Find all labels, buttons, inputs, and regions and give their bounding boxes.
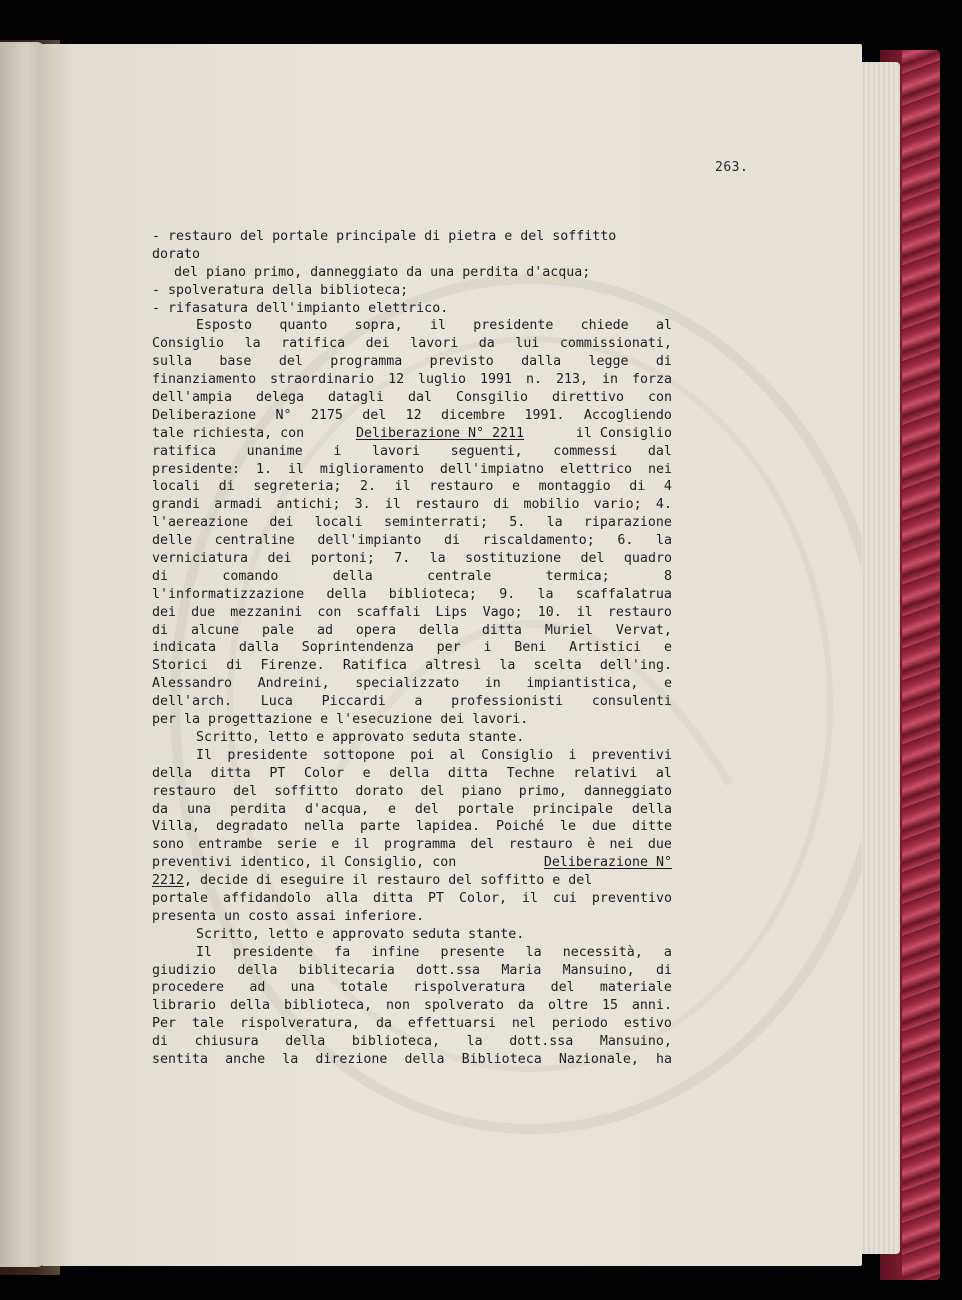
text-line: finanziamento straordinario 12 luglio 1991 n. 213, in forza (152, 372, 672, 388)
deliberation-ref-2212-number: 2212 (152, 873, 185, 889)
text-line: presidente: 1. il miglioramento dell'impiatno elettrico nei (152, 461, 672, 477)
text-line: sulla base del programma previsto dalla legge di (152, 354, 672, 370)
text-line: Alessandro Andreini, specializzato in impiantistica, e (152, 676, 672, 692)
text-line: giudizio della biblitecaria dott.ssa Maria Mansuino, di (152, 962, 672, 978)
text-line: procedere ad una totale rispolveratura del materiale (152, 980, 672, 996)
text-line: Scritto, letto e approvato seduta stante. (196, 926, 525, 942)
text-line: Villa, degradato nella parte lapidea. Poiché le due ditte (152, 819, 672, 835)
text-line: dell'arch. Luca Piccardi a professionisti consulenti (152, 694, 672, 710)
text-line (152, 854, 672, 872)
text-line: - restauro del portale principale di pietra e del soffitto (152, 229, 617, 244)
text-line: Storici di Firenze. Ratifica altresì la scelta dell'ing. (152, 658, 672, 674)
text-line: verniciatura dei portoni; 7. la sostituzione del quadro (152, 551, 672, 567)
text-line: dell'ampia delega datagli dal Consgilio direttivo con (152, 390, 672, 406)
text-line: indicata dalla Soprintendenza per i Beni Artistici e (152, 640, 672, 656)
text-line: Consiglio la ratifica dei lavori da lui commissionati, (152, 336, 672, 352)
text-line: locali di segreteria; 2. il restauro e montaggio di 4 (152, 479, 672, 495)
text-line (152, 425, 672, 443)
text-line: portale affidandolo alla ditta PT Color, il cui preventivo (152, 890, 672, 906)
text-line: per la progettazione e l'esecuzione dei lavori. (152, 712, 529, 728)
text-segment: , decide di eseguire il restauro del soffitto e del (184, 873, 593, 889)
text-segment (152, 872, 592, 890)
deliberation-ref-2211: Deliberazione N° 2211 (355, 425, 525, 441)
text-line: da una perdita d'acqua, e del portale principale della (152, 801, 672, 817)
text-line: di comando della centrale termica; 8 (152, 568, 672, 584)
text-line: librario della biblioteca, non spolverato da oltre 15 anni. (152, 998, 672, 1014)
text-line: - rifasatura dell'impianto elettrico. (152, 300, 449, 316)
text-line: presenta un costo assai inferiore. (152, 908, 425, 924)
text-line: di chiusura della biblioteca, la dott.ssa Mansuino, (152, 1034, 672, 1050)
text-line: ratifica unanime i lavori seguenti, commessi dal (152, 443, 672, 459)
text-segment: il Consiglio (575, 425, 672, 441)
page-number: 263. (715, 160, 749, 175)
text-line: Esposto quanto sopra, il presidente chiede al (196, 318, 672, 334)
text-line: della ditta PT Color e della ditta Techne relativi al (152, 765, 672, 781)
document-body (152, 228, 672, 1069)
left-page-edge (0, 42, 45, 1267)
text-line (152, 872, 672, 890)
text-line: - spolveratura della biblioteca; (152, 282, 409, 298)
text-line: Il presidente sottopone poi al Consiglio i preventivi (196, 747, 672, 763)
text-line: Il presidente fa infine presente la necessità, a (196, 944, 672, 960)
text-line: dei due mezzanini con scaffali Lips Vago; 10. il restauro (152, 604, 672, 620)
text-line: l'informatizzazione della biblioteca; 9. la scaffalatrua (152, 586, 672, 602)
text-line: del piano primo, danneggiato da una perdita d'acqua; (174, 264, 591, 280)
text-line: dorato (152, 246, 201, 262)
text-line: di alcune pale ad opera della ditta Muriel Vervat, (152, 622, 672, 638)
text-line: Scritto, letto e approvato seduta stante. (196, 729, 525, 745)
deliberation-ref-2212: Deliberazione N° (543, 855, 672, 871)
text-segment: tale richiesta, con (152, 425, 305, 441)
document-page (40, 44, 862, 1266)
text-line: restauro del soffitto dorato del piano primo, danneggiato (152, 783, 672, 799)
text-line: grandi armadi antichi; 3. il restauro di mobilio vario; 4. (152, 497, 672, 513)
text-line: delle centraline dell'impianto di riscaldamento; 6. la (152, 533, 672, 549)
text-line: sono entrambe serie e il programma del restauro è nei due (152, 837, 672, 853)
text-line: Per tale rispolveratura, da effettuarsi nel periodo estivo (152, 1016, 672, 1032)
text-line: l'aereazione dei locali seminterrati; 5. la riparazione (152, 515, 672, 531)
text-line: Deliberazione N° 2175 del 12 dicembre 1991. Accogliendo (152, 407, 672, 423)
text-line: sentita anche la direzione della Biblioteca Nazionale, ha (152, 1051, 672, 1067)
text-segment: preventivi identico, il Consiglio, con (152, 855, 457, 871)
